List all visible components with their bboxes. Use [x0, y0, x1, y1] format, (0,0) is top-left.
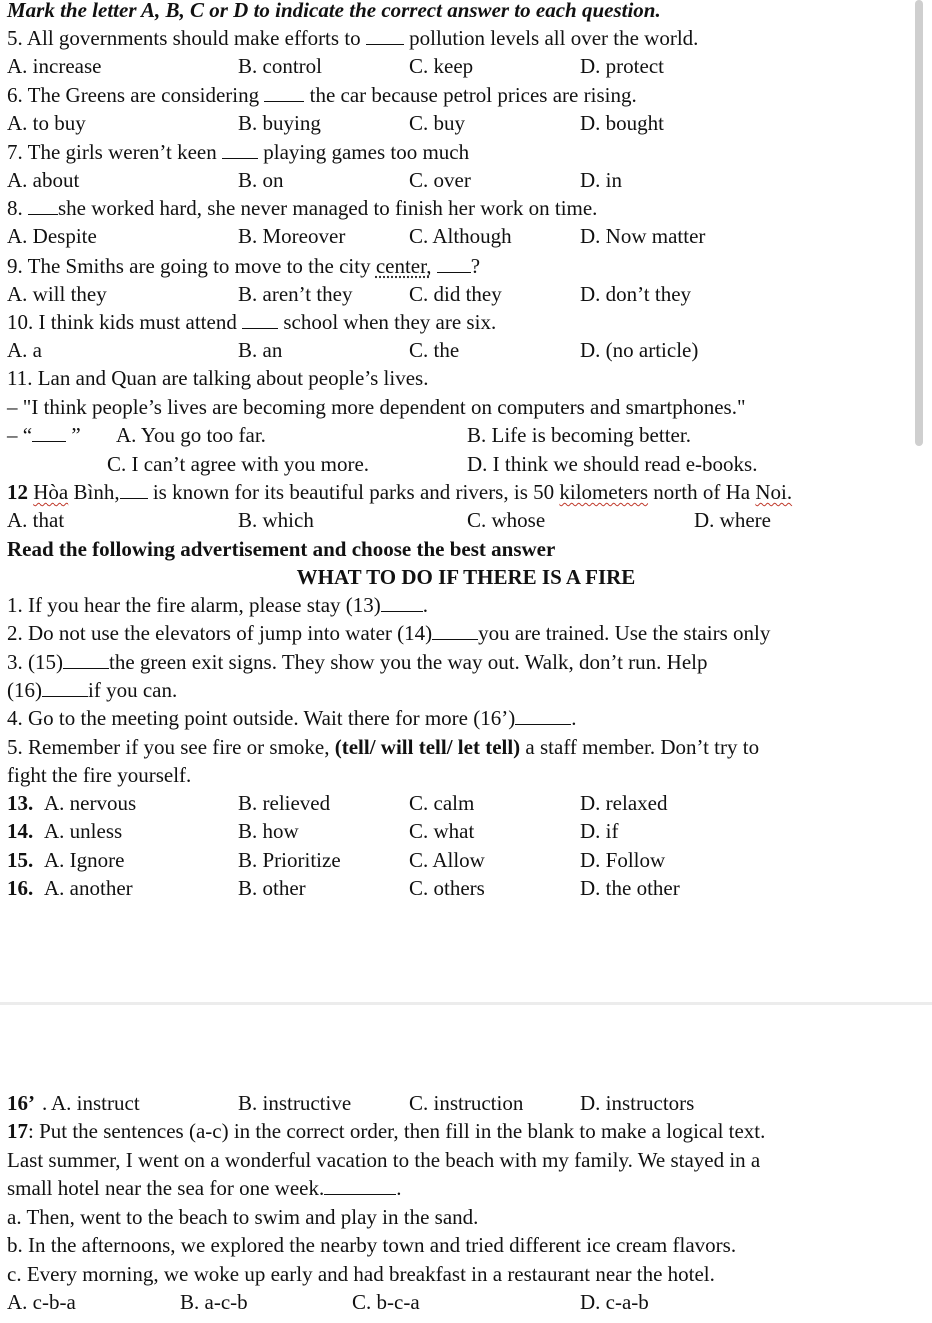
option-a: A. instruct	[51, 1091, 140, 1115]
answer-blank	[120, 482, 148, 499]
option-d: D. the other	[580, 876, 680, 900]
option-a: A. nervous	[44, 791, 137, 815]
option-a: A. that	[7, 508, 65, 532]
option-b: B. Moreover	[238, 224, 346, 248]
answer-blank	[324, 1178, 396, 1195]
q17-passage-line-1: Last summer, I went on a wonderful vacation to the beach with my family. We stayed in a	[7, 1148, 761, 1172]
option-d: D. relaxed	[580, 791, 668, 815]
option-d: D. I think we should read e-books.	[467, 452, 758, 476]
answer-blank	[42, 680, 88, 697]
question-6: 6. The Greens are considering the car because petrol prices are rising.	[7, 83, 637, 107]
answer-blank	[63, 652, 109, 669]
ad-line-2: 2. Do not use the elevators of jump into water (14) you are trained. Use the stairs only	[7, 621, 771, 645]
answer-blank	[366, 28, 404, 45]
option-d: D. protect	[580, 54, 664, 78]
answer-blank	[437, 256, 471, 273]
option-b: B. other	[238, 876, 306, 900]
q17-sentence-b: b. In the afternoons, we explored the nearby town and tried different ice cream flavors.	[7, 1233, 737, 1257]
question-11-reply: – “ ”	[7, 423, 81, 447]
option-c: C. buy	[409, 111, 466, 135]
option-d: D. Follow	[580, 848, 666, 872]
option-c: C. calm	[409, 791, 475, 815]
question-10: 10. I think kids must attend school when they are six.	[7, 310, 497, 334]
option-b: B. instructive	[238, 1091, 352, 1115]
option-b: B. Life is becoming better.	[467, 423, 691, 447]
option-c: C. did they	[409, 282, 502, 306]
option-b: B. relieved	[238, 791, 331, 815]
option-d: D. if	[580, 819, 619, 843]
answer-blank	[242, 312, 278, 329]
ad-line-3: 3. (15) the green exit signs. They show you the way out. Walk, don’t run. Help	[7, 650, 708, 674]
question-8: 8. she worked hard, she never managed to finish her work on time.	[7, 196, 598, 220]
question-7: 7. The girls weren’t keen playing games too much	[7, 140, 470, 164]
q17-passage-line-2: small hotel near the sea for one week. .	[7, 1176, 402, 1200]
option-d: D. Now matter	[580, 224, 706, 248]
answer-blank	[264, 85, 304, 102]
option-b: B. a-c-b	[180, 1290, 248, 1314]
ad-line-4: (16) if you can.	[7, 678, 178, 702]
option-d: D. in	[580, 168, 622, 192]
answer-blank	[32, 425, 66, 442]
option-c: C. b-c-a	[352, 1290, 420, 1314]
vertical-scrollbar[interactable]	[915, 0, 923, 446]
option-a: A. You go too far.	[116, 423, 266, 447]
option-a: A. increase	[7, 54, 102, 78]
advertisement-title: WHAT TO DO IF THERE IS A FIRE	[296, 565, 636, 589]
instruction: Mark the letter A, B, C or D to indicate the correct answer to each question.	[7, 0, 661, 22]
question-12: 12 Hòa Bình, is known for its beautiful parks and rivers, is 50 kilometers north of Ha Noi.	[7, 480, 793, 504]
answer-blank	[381, 595, 423, 612]
question-11: 11. Lan and Quan are talking about people’s lives.	[7, 366, 429, 390]
option-c: C. I can’t agree with you more.	[107, 452, 370, 476]
option-b: B. buying	[238, 111, 321, 135]
option-a: A. a	[7, 338, 42, 362]
option-a: A. Despite	[7, 224, 97, 248]
answer-blank	[28, 198, 58, 215]
option-c: C. over	[409, 168, 471, 192]
option-b: B. control	[238, 54, 322, 78]
option-d: D. bought	[580, 111, 664, 135]
option-d: D. (no article)	[580, 338, 699, 362]
ad-line-1: 1. If you hear the fire alarm, please stay (13) .	[7, 593, 429, 617]
answer-blank	[222, 142, 258, 159]
option-c: C. whose	[467, 508, 546, 532]
option-a: A. to buy	[7, 111, 86, 135]
option-b: B. Prioritize	[238, 848, 341, 872]
option-c: C. others	[409, 876, 485, 900]
question-5: 5. All governments should make efforts to pollution levels all over the world.	[7, 26, 699, 50]
option-d: D. where	[694, 508, 771, 532]
answer-blank	[515, 708, 571, 725]
ad-line-6: 5. Remember if you see fire or smoke, (tell/ will tell/ let tell) a staff member. Don’t try to	[7, 735, 760, 759]
option-b: B. aren’t they	[238, 282, 353, 306]
option-b: B. on	[238, 168, 284, 192]
option-c: C. Although	[409, 224, 512, 248]
option-a: A. another	[44, 876, 133, 900]
option-c: C. keep	[409, 54, 474, 78]
option-a: A. Ignore	[44, 848, 125, 872]
option-c: C. what	[409, 819, 475, 843]
page-divider	[0, 1002, 932, 1005]
option-c: C. the	[409, 338, 460, 362]
question-17: 17: Put the sentences (a-c) in the correct order, then fill in the blank to make a logical text.	[7, 1119, 766, 1143]
ad-line-7: fight the fire yourself.	[7, 763, 192, 787]
option-a: A. will they	[7, 282, 107, 306]
ad-line-5: 4. Go to the meeting point outside. Wait there for more (16’) .	[7, 706, 577, 730]
reading-title: Read the following advertisement and choose the best answer	[7, 537, 556, 561]
answer-blank	[432, 623, 478, 640]
option-c: C. instruction	[409, 1091, 524, 1115]
option-a: A. about	[7, 168, 80, 192]
option-a: A. c-b-a	[7, 1290, 76, 1314]
worksheet-page: Mark the letter A, B, C or D to indicate the correct answer to each question. 5. All governments should make efforts to pollution levels all over the world. A. increase B. control C. keep D. protect 6. The Greens are considering the car because petrol prices are rising. A. to buy B. buying C. buy D. bought 7. The girls weren’t keen playing games too much A. about B. on C. over D. in 8. she worked hard, she never managed to finish her work on time. A. Despite B. Moreover C. Although D. Now matter 9. The Smiths are going to move to the city center, ? A. will they B. aren’t they C. did they D. don’t they 10. I think kids must attend school when they are six. A. a B. an C. the D. (no article) 11. Lan and Quan are talking about people’s lives. – "I think people’s lives are becoming more dependent on computers and smartphones." – “ ” A. You go too far. B. Life is becoming better. C. I can’t agree with you more. D. I think we should read e-books. 12 Hòa Bình, is known for its beautiful parks and rivers, is 50 kilometers north of Ha Noi. A. that B. which C. whose D. where Read the following advertisement and choose the best answer WHAT TO DO IF THERE IS A FIRE 1. If you hear the fire alarm, please stay (13) . 2. Do not use the elevators of jump into water (14) you are trained. Use the stairs only 3. (15) the green exit signs. They show you the way out. Walk, don’t run. Help (16) if you can. 4. Go to the meeting point outside. Wait there for more (16’) . 5. Remember if you see fire or smoke, (tell/ will tell/ let tell) a staff member. Don’t try to fight the fire yourself. 13. A. nervous B. relieved C. calm D. relaxed 14. A. unless B. how C. what D. if 15. A. Ignore B. Prioritize C. Allow D. Follow 16. A. another B. other C. others D. the other 16’ . A. instruct B. instructive C. instruction D. instructors 17: Put the sentences (a-c) in the correct order, then fill in the blank to make a logical text. Last summer, I went on a wonderful vacation to the beach with my family. We stayed in a small hotel near the sea for one week. . a. Then, went to the beach to swim and play in the sand. b. In the afternoons, we explored the nearby town and tried different ice cream flavors. c. Every morning, we woke up early and had breakfast in a restaurant near the hotel. A. c-b-a B. a-c-b C. b-c-a D. c-a-b	[0, 0, 932, 1323]
question-9: 9. The Smiths are going to move to the city center, ?	[7, 254, 481, 278]
option-c: C. Allow	[409, 848, 485, 872]
option-b: B. an	[238, 338, 283, 362]
question-11-quote: – "I think people’s lives are becoming more dependent on computers and smartphones."	[7, 395, 746, 419]
q17-sentence-a: a. Then, went to the beach to swim and play in the sand.	[7, 1205, 479, 1229]
option-d: D. instructors	[580, 1091, 695, 1115]
q17-sentence-c: c. Every morning, we woke up early and had breakfast in a restaurant near the hotel.	[7, 1262, 715, 1286]
option-d: D. c-a-b	[580, 1290, 649, 1314]
option-d: D. don’t they	[580, 282, 692, 306]
option-a: A. unless	[44, 819, 123, 843]
option-b: B. how	[238, 819, 299, 843]
option-b: B. which	[238, 508, 314, 532]
